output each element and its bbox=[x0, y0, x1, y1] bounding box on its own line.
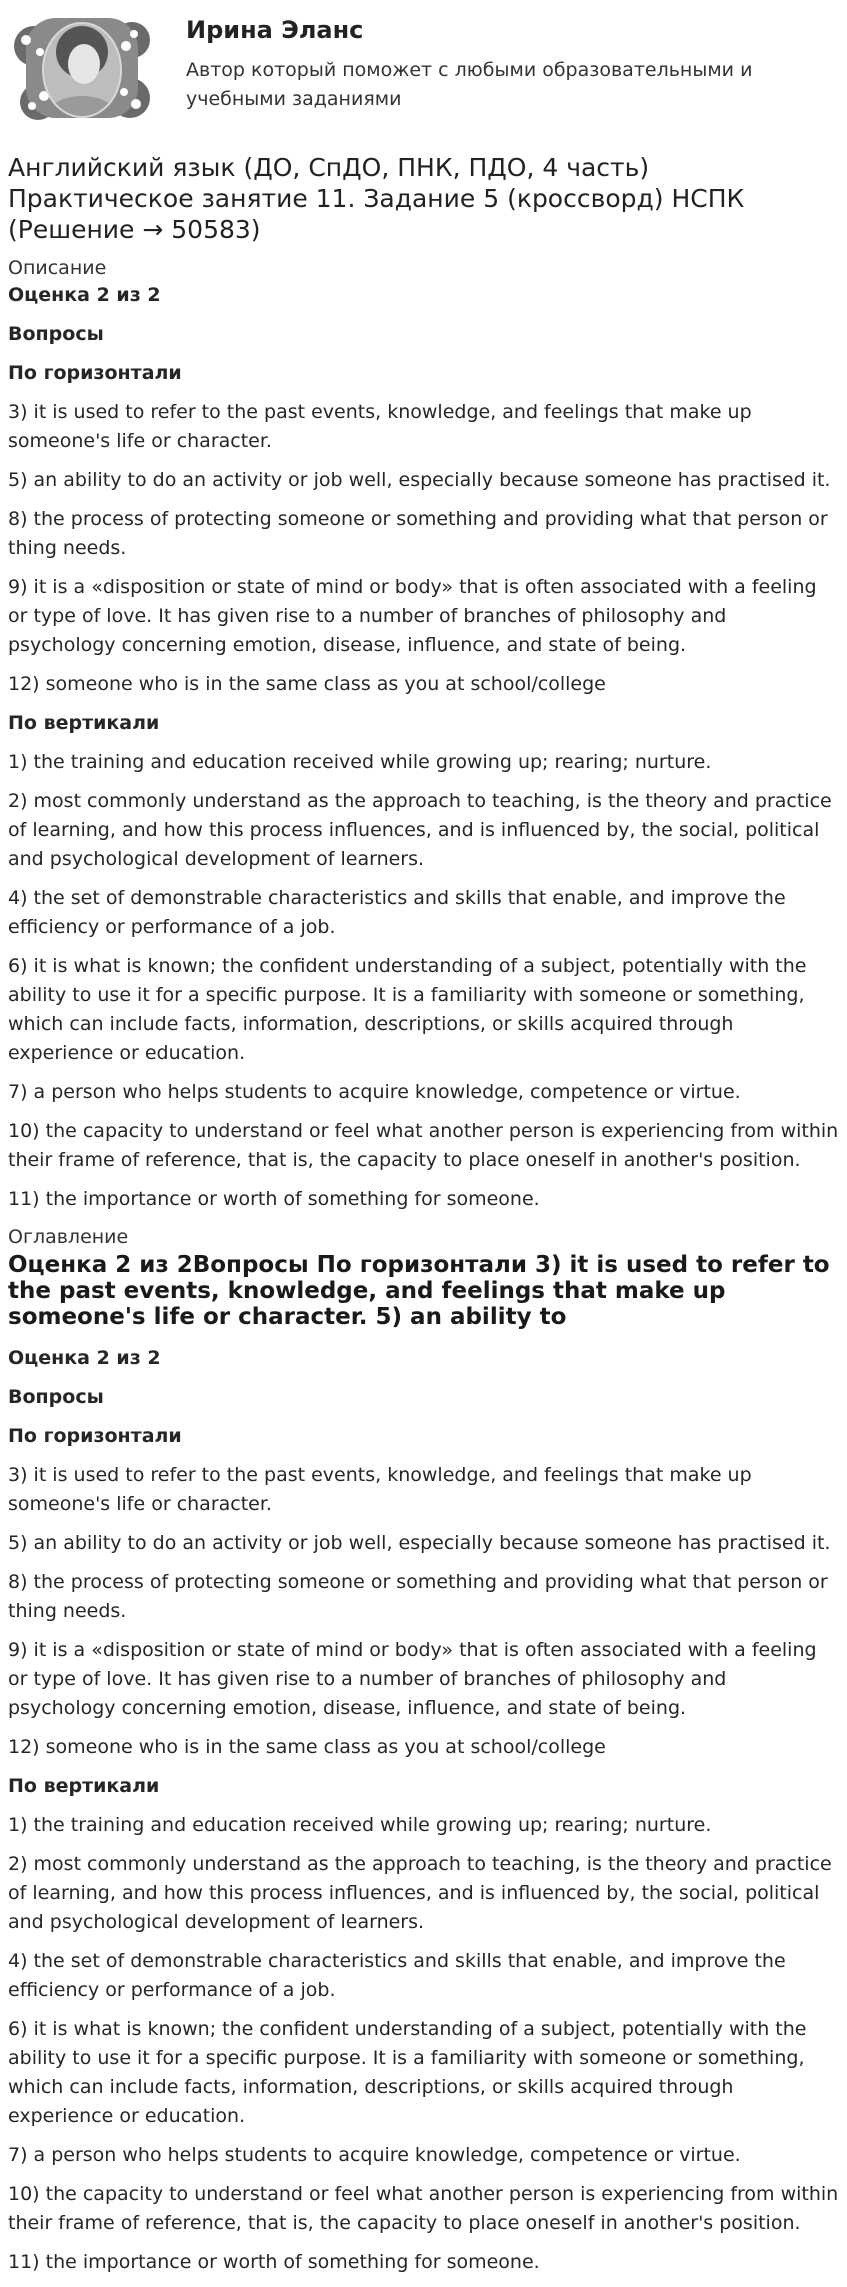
list-item: 11) the importance or worth of something for someone. bbox=[8, 1188, 540, 1210]
list-item: 2) most commonly understand as the approach to teaching, is the theory and practice of learning, and how this process influences, and is influenced by, the social, political and psychological development of learners. bbox=[8, 1853, 832, 1933]
author-avatar-icon[interactable] bbox=[8, 6, 156, 130]
list-item: 7) a person who helps students to acquire knowledge, competence or virtue. bbox=[8, 1081, 741, 1103]
list-item: 2) most commonly understand as the approach to teaching, is the theory and practice of learning, and how this process influences, and is influenced by, the social, political and psychological development of learners. bbox=[8, 790, 832, 870]
questions-heading: Вопросы bbox=[8, 1386, 104, 1408]
author-card bbox=[8, 0, 839, 138]
list-item: 10) the capacity to understand or feel what another person is experiencing from within their frame of reference, that is, the capacity to place oneself in another's position. bbox=[8, 2183, 839, 2234]
horizontal-heading: По горизонтали bbox=[8, 1425, 182, 1447]
list-item: 3) it is used to refer to the past events, knowledge, and feelings that make up someone's life or character. bbox=[8, 401, 752, 452]
list-item: 5) an ability to do an activity or job well, especially because someone has practised it. bbox=[8, 469, 831, 491]
page-title: Английский язык (ДО, СпДО, ПНК, ПДО, 4 часть) Практическое занятие 11. Задание 5 (кроссворд) НСПК (Решение → 50583) bbox=[8, 153, 745, 244]
author-description: Автор который поможет с любыми образовательными и учебными заданиями bbox=[186, 59, 753, 110]
list-item: 3) it is used to refer to the past events, knowledge, and feelings that make up someone's life or character. bbox=[8, 1464, 752, 1515]
list-item: 6) it is what is known; the confident understanding of a subject, potentially with the ability to use it for a specific purpose. It is a familiarity with someone or something, which can include facts, information, descriptions, or skills acquired through experience or education. bbox=[8, 2018, 807, 2127]
list-item: 8) the process of protecting someone or something and providing what that person or thing needs. bbox=[8, 508, 828, 559]
list-item: 12) someone who is in the same class as you at school/college bbox=[8, 1736, 606, 1758]
author-name[interactable]: Ирина Эланс bbox=[186, 16, 364, 44]
toc-label: Оглавление bbox=[8, 1226, 129, 1248]
list-item: 5) an ability to do an activity or job well, especially because someone has practised it. bbox=[8, 1532, 831, 1554]
vertical-heading: По вертикали bbox=[8, 712, 160, 734]
list-item: 9) it is a «disposition or state of mind or body» that is often associated with a feeling or type of love. It has given rise to a number of branches of philosophy and psychology concerning emotion, disease, influence, and state of being. bbox=[8, 576, 817, 656]
list-item: 9) it is a «disposition or state of mind or body» that is often associated with a feeling or type of love. It has given rise to a number of branches of philosophy and psychology concerning emotion, disease, influence, and state of being. bbox=[8, 1639, 817, 1719]
description-content bbox=[8, 281, 839, 1214]
list-item: 4) the set of demonstrable characteristics and skills that enable, and improve the efficiency or performance of a job. bbox=[8, 1950, 786, 2001]
list-item: 11) the importance or worth of something for someone. bbox=[8, 2251, 540, 2273]
list-item: 1) the training and education received while growing up; rearing; nurture. bbox=[8, 1814, 712, 1836]
vertical-heading: По вертикали bbox=[8, 1775, 160, 1797]
list-item: 4) the set of demonstrable characteristics and skills that enable, and improve the efficiency or performance of a job. bbox=[8, 887, 786, 938]
list-item: 12) someone who is in the same class as you at school/college bbox=[8, 673, 606, 695]
score: Оценка 2 из 2 bbox=[8, 284, 161, 306]
toc-content bbox=[8, 1344, 839, 2277]
horizontal-heading: По горизонтали bbox=[8, 362, 182, 384]
toc-title: Оценка 2 из 2Вопросы По горизонтали 3) it is used to refer to the past events, knowledge, and feelings that make up someone's life or character. 5) an ability to bbox=[8, 1252, 830, 1330]
questions-heading: Вопросы bbox=[8, 323, 104, 345]
score: Оценка 2 из 2 bbox=[8, 1347, 161, 1369]
list-item: 10) the capacity to understand or feel what another person is experiencing from within their frame of reference, that is, the capacity to place oneself in another's position. bbox=[8, 1120, 839, 1171]
list-item: 7) a person who helps students to acquire knowledge, competence or virtue. bbox=[8, 2144, 741, 2166]
description-label: Описание bbox=[8, 257, 107, 279]
list-item: 1) the training and education received while growing up; rearing; nurture. bbox=[8, 751, 712, 773]
list-item: 6) it is what is known; the confident understanding of a subject, potentially with the ability to use it for a specific purpose. It is a familiarity with someone or something, which can include facts, information, descriptions, or skills acquired through experience or education. bbox=[8, 955, 807, 1064]
list-item: 8) the process of protecting someone or something and providing what that person or thing needs. bbox=[8, 1571, 828, 1622]
author-info bbox=[186, 6, 806, 114]
